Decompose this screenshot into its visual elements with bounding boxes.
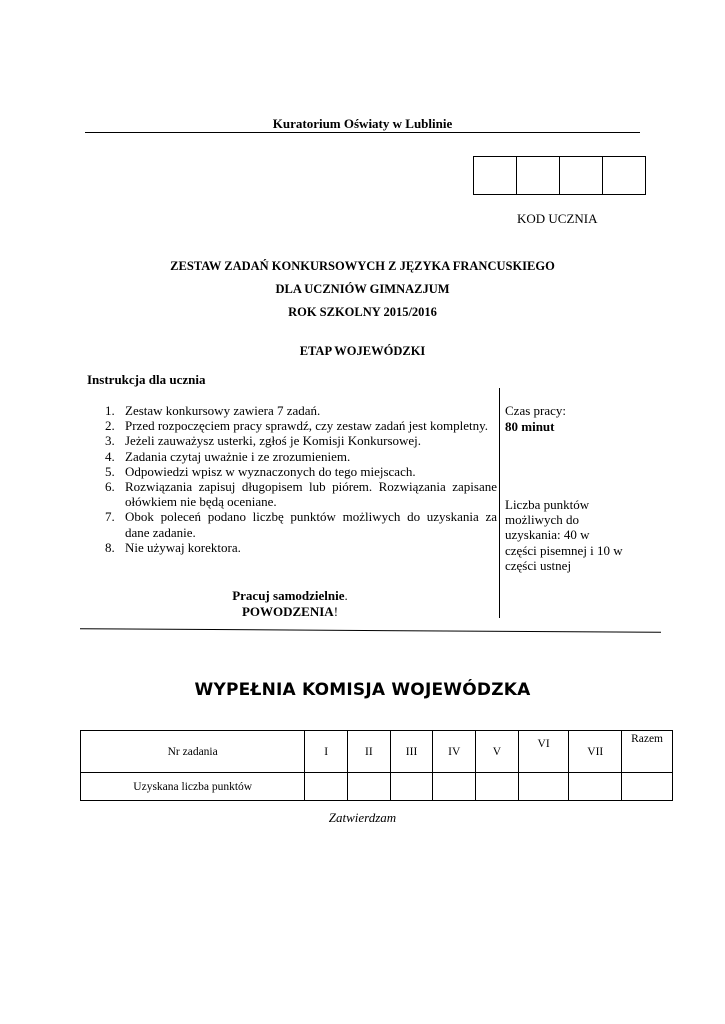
document-title-line1: ZESTAW ZADAŃ KONKURSOWYCH Z JĘZYKA FRANCUSKIEGO [170,259,555,273]
instructions-list [105,403,497,555]
table-row [81,773,673,801]
instructions-column-divider [499,388,500,618]
task-header: I [305,731,348,773]
student-code-boxes[interactable] [473,156,646,195]
document-title-line2: DLA UCZNIÓW GIMNAZJUM [275,282,450,296]
student-code-box[interactable] [603,157,645,194]
instruction-item: 2. Przed rozpoczęciem pracy sprawdź, czy zestaw zadań jest kompletny. [105,418,488,434]
work-time-value: 80 minut [505,419,555,434]
commission-title: WYPEŁNIA KOMISJA WOJEWÓDZKA [194,680,531,700]
task-header: VI [518,731,569,773]
document-title-line3: ROK SZKOLNY 2015/2016 [288,305,437,319]
instruction-item: 5. Odpowiedzi wpisz w wyznaczonych do tego miejscach. [105,463,416,479]
total-header: Razem [622,731,673,773]
instruction-item: 3. Jeżeli zauważysz usterki, zgłoś je Komisji Konkursowej. [105,433,422,449]
instruction-item: 4. Zadania czytaj uważnie i ze zrozumieniem. [105,448,351,464]
closing-message [0,588,580,620]
scores-table [80,730,673,801]
task-header: II [348,731,391,773]
points-cell[interactable] [569,773,622,801]
instruction-item: 6. Rozwiązania zapisuj długopisem lub piórem. Rozwiązania zapisane ołówkiem nie będą oceniane. [105,479,497,510]
points-cell[interactable] [476,773,519,801]
instructions-heading: Instrukcja dla ucznia [87,372,206,387]
instruction-item: 7. Obok poleceń podano liczbę punktów możliwych do uzyskania za dane zadanie. [105,509,497,540]
student-code-box[interactable] [560,157,603,194]
points-cell[interactable] [348,773,391,801]
points-cell[interactable] [305,773,348,801]
approved-label: Zatwierdzam [328,810,397,825]
section-divider [80,628,661,633]
student-code-box[interactable] [474,157,517,194]
points-info: Liczba punktów możliwych do uzyskania: 40 w części pisemnej i 10 w części ustnej [505,497,623,573]
task-header: VII [569,731,622,773]
student-code-box[interactable] [517,157,560,194]
points-cell[interactable] [433,773,476,801]
work-time-label: Czas pracy: [505,403,567,418]
student-code-label: KOD UCZNIA [517,211,598,226]
points-cell[interactable] [518,773,569,801]
closing-line1: Pracuj samodzielnie [232,588,345,603]
task-header: V [476,731,519,773]
task-number-label: Nr zadania [81,731,305,773]
closing-line1-punct: . [344,588,348,603]
instruction-item: 8. Nie używaj korektora. [105,539,241,555]
header-divider [85,132,640,133]
total-points-cell[interactable] [622,773,673,801]
table-row [81,731,673,773]
points-row-label: Uzyskana liczba punktów [81,773,305,801]
points-cell[interactable] [390,773,433,801]
header-title: Kuratorium Oświaty w Lublinie [272,116,453,131]
stage-title: ETAP WOJEWÓDZKI [299,344,426,358]
instruction-item: 1. Zestaw konkursowy zawiera 7 zadań. [105,403,321,418]
closing-line2: POWODZENIA [241,604,334,619]
closing-line2-punct: ! [333,604,339,619]
task-header: IV [433,731,476,773]
task-header: III [390,731,433,773]
